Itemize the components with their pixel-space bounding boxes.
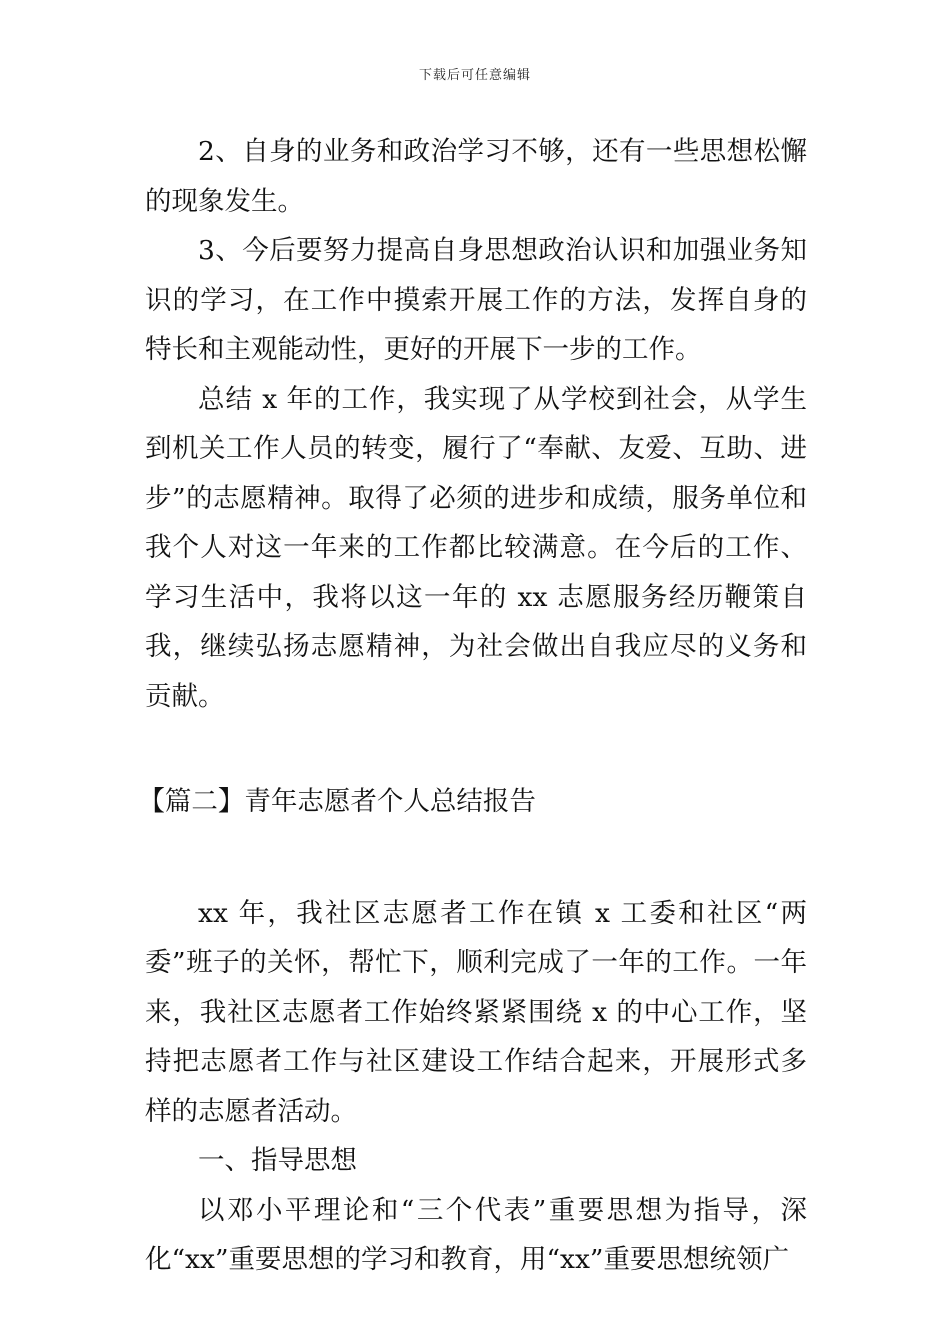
- paragraph-community-intro: xx 年，我社区志愿者工作在镇 x 工委和社区“两委”班子的关怀，帮忙下，顺利完成了一年的工作。一年来，我社区志愿者工作始终紧紧围绕 x 的中心工作，坚持把志愿者工作与社区建设工作结合起来，开展形式多样的志愿者活动。: [145, 897, 807, 1127]
- document-body: [138, 127, 807, 1285]
- paragraph-future-plan: 3、今后要努力提高自身思想政治认识和加强业务知识的学习，在工作中摸索开展工作的方法，发挥自身的特长和主观能动性，更好的开展下一步的工作。: [145, 235, 807, 365]
- spacer: [145, 721, 807, 777]
- paragraph-year-summary: 总结 x 年的工作，我实现了从学校到社会，从学生到机关工作人员的转变，履行了“奉献、友爱、互助、进步”的志愿精神。取得了必须的进步和成绩，服务单位和我个人对这一年来的工作都比较满意。在今后的工作、学习生活中，我将以这一年的 xx 志愿服务经历鞭策自我，继续弘扬志愿精神，为社会做出自我应尽的义务和贡献。: [145, 383, 807, 712]
- section-title: 【篇二】青年志愿者个人总结报告: [138, 786, 536, 817]
- subheading-guiding-ideology: 一、指导思想: [198, 1145, 357, 1176]
- page-header-note: 下载后可任意编辑: [418, 68, 531, 83]
- paragraph-study-shortcoming: 2、自身的业务和政治学习不够，还有一些思想松懈的现象发生。: [145, 136, 807, 217]
- spacer: [145, 827, 807, 889]
- paragraph-guiding-ideology: 以邓小平理论和“三个代表”重要思想为指导，深化“xx”重要思想的学习和教育，用“xx”重要思想统领广: [145, 1194, 807, 1275]
